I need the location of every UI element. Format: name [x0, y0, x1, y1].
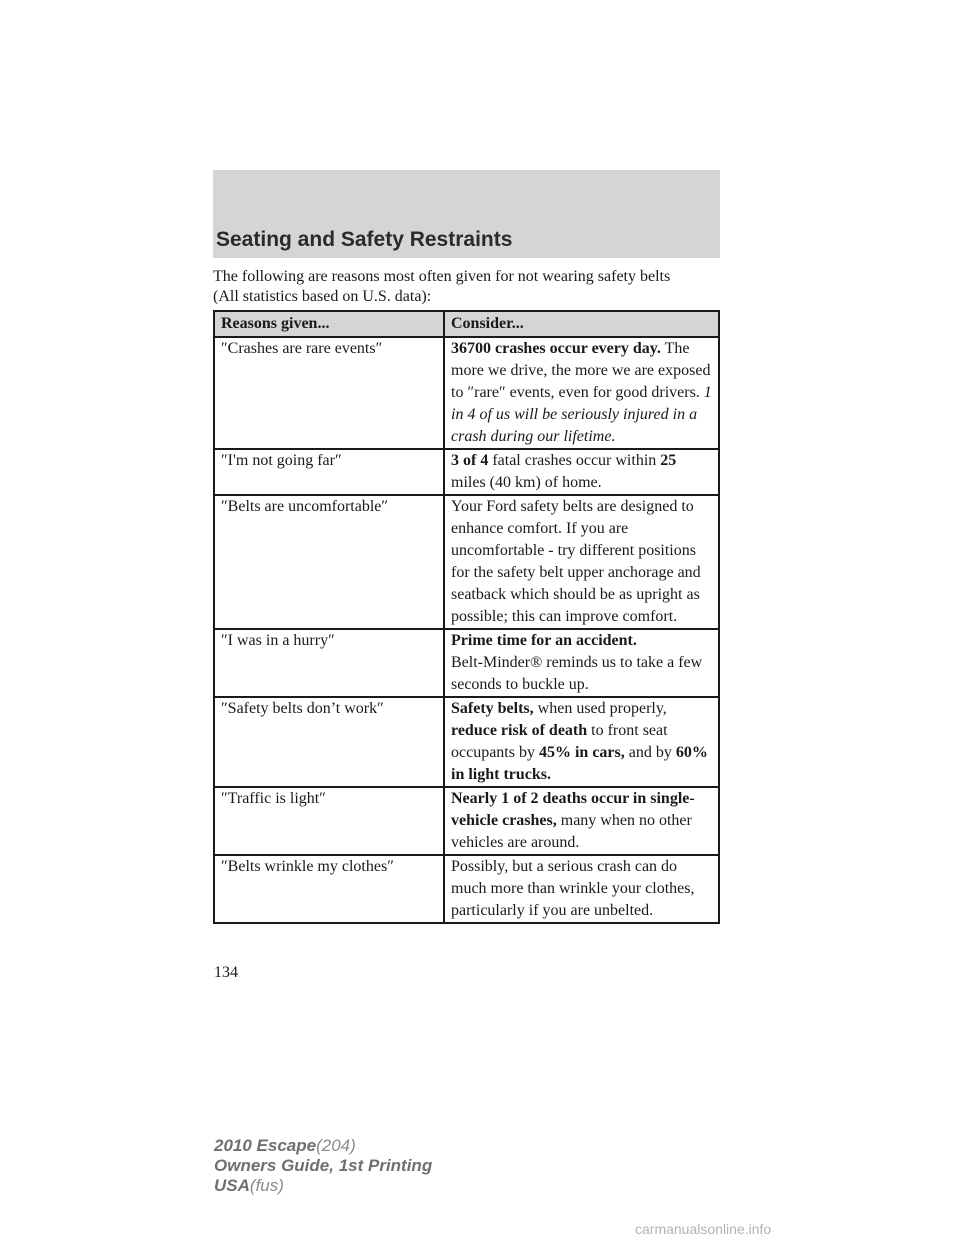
consider-cell — [444, 449, 719, 495]
consider-cell — [444, 787, 719, 855]
consider-text: many when no other vehicles are around. — [451, 812, 692, 851]
reason-cell: ″Crashes are rare events″ — [214, 337, 444, 449]
intro-paragraph — [213, 267, 723, 307]
reason-cell: ″Belts wrinkle my clothes″ — [214, 855, 444, 923]
consider-bold: reduce risk of death — [451, 722, 588, 739]
reason-cell: ″I was in a hurry″ — [214, 629, 444, 697]
reason-cell: ″Traffic is light″ — [214, 787, 444, 855]
consider-bold: 25 — [660, 452, 677, 469]
consider-bold: 3 of 4 — [451, 452, 489, 469]
consider-text: when used properly, — [537, 700, 667, 717]
consider-bold: Safety belts, — [451, 700, 534, 717]
footer-market-code: (fus) — [249, 1176, 284, 1195]
table-row — [214, 787, 719, 855]
footer-line-model — [214, 1136, 432, 1156]
reasons-table — [213, 310, 720, 924]
watermark-link[interactable]: carmanualsonline.info — [635, 1221, 772, 1237]
footer-market: USA — [214, 1176, 250, 1195]
consider-text: miles (40 km) of home. — [451, 474, 602, 491]
reason-cell: ″I'm not going far″ — [214, 449, 444, 495]
consider-cell — [444, 697, 719, 787]
table-row — [214, 629, 719, 697]
footer-guide: Owners Guide, 1st Printing — [214, 1156, 433, 1175]
consider-text: fatal crashes occur within — [492, 452, 657, 469]
reason-cell: ″Belts are uncomfortable″ — [214, 495, 444, 629]
intro-line-2: (All statistics based on U.S. data): — [213, 288, 432, 305]
consider-text: Belt-Minder® reminds us to take a few seconds to buckle up. — [451, 654, 703, 693]
table-header-row — [214, 311, 719, 337]
consider-bold: 36700 crashes occur every day. — [451, 340, 661, 357]
reason-cell: ″Safety belts don’t work″ — [214, 697, 444, 787]
footer-model: 2010 Escape — [214, 1136, 317, 1155]
consider-bold: Nearly 1 of 2 deaths occur in single-vehicle crashes, — [451, 790, 695, 829]
consider-bold: Prime time for an accident. — [451, 632, 637, 649]
consider-bold: 45% in cars, — [538, 744, 625, 761]
consider-text: to front seat occupants by — [451, 722, 668, 761]
consider-text: and by — [628, 744, 672, 761]
consider-cell: Possibly, but a serious crash can do much more than wrinkle your clothes, particularly if you are unbelted. — [444, 855, 719, 923]
section-title: Seating and Safety Restraints — [216, 228, 513, 251]
consider-cell — [444, 337, 719, 449]
document-footer — [214, 1136, 432, 1196]
consider-cell — [444, 629, 719, 697]
column-header-reasons: Reasons given... — [214, 311, 444, 337]
intro-line-1: The following are reasons most often given for not wearing safety belts — [213, 268, 671, 285]
consider-italic: 1 in 4 of us will be seriously injured in a crash during our lifetime. — [451, 384, 712, 445]
column-header-consider: Consider... — [444, 311, 719, 337]
table-row — [214, 337, 719, 449]
table-row — [214, 855, 719, 923]
footer-model-code: (204) — [316, 1136, 356, 1155]
table-row — [214, 697, 719, 787]
consider-text: The more we drive, the more we are exposed to ″rare″ events, even for good drivers. — [451, 340, 711, 401]
consider-bold: 60% in light trucks. — [451, 744, 708, 783]
table-row — [214, 449, 719, 495]
footer-line-market — [214, 1176, 432, 1196]
page-number: 134 — [214, 964, 238, 981]
consider-cell: Your Ford safety belts are designed to enhance comfort. If you are uncomfortable - try different positions for the safety belt upper anchorage and seatback which should be as upright as possible; this can improve comfort. — [444, 495, 719, 629]
table-row — [214, 495, 719, 629]
